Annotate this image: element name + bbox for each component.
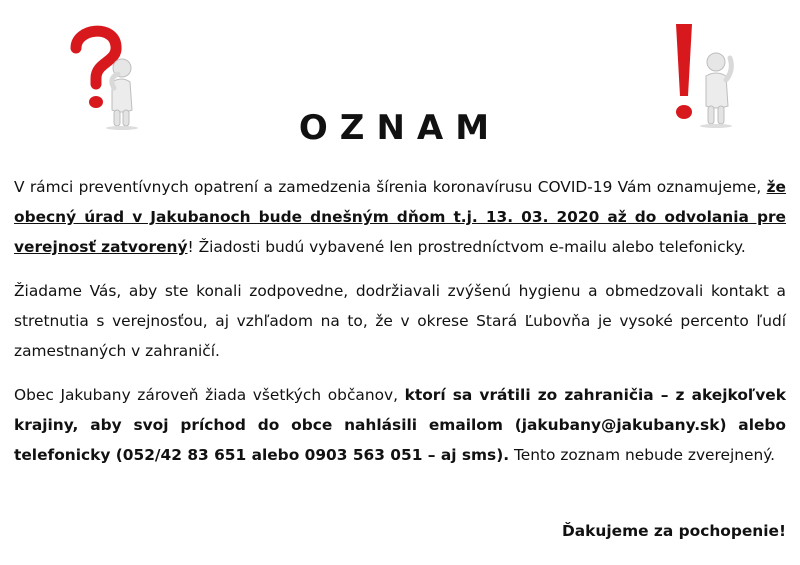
paragraph-hygiene: Žiadame Vás, aby ste konali zodpovedne, dodržiavali zvýšenú hygienu a obmedzovali kontakt a stretnutia s verejnosťou, aj vzhľadom na to, že v okrese Stará Ľubovňa je vysoké percento ľudí zamestnaných v zahraničí. [14, 282, 786, 360]
paragraph-closure-emphasis: že obecný úrad v Jakubanoch bude dnešným dňom t.j. 13. 03. 2020 až do odvolania pre verejnosť zatvorený [14, 178, 786, 256]
notice-body [14, 172, 786, 484]
paragraph-report-tail: Tento zoznam nebude zverejnený. [509, 446, 776, 464]
paragraph-report-lead: Obec Jakubany zároveň žiada všetkých občanov, [14, 386, 405, 404]
notice-title: OZNAM [298, 108, 502, 148]
paragraph-report-emphasis: ktorí sa vrátili zo zahraničia – z akejkoľvek krajiny, aby svoj príchod do obce nahlásili emailom (jakubany@jakubany.sk) alebo telefonicky (052/42 83 651 alebo 0903 563 051 – aj sms). [14, 386, 786, 464]
paragraph-closure-tail: ! Žiadosti budú vybavené len prostredníctvom e-mailu alebo telefonicky. [187, 238, 746, 256]
closing-thanks: Ďakujeme za pochopenie! [562, 522, 786, 540]
paragraph-closure [14, 172, 786, 262]
paragraph-report-arrival [14, 380, 786, 470]
paragraph-closure-lead: V rámci preventívnych opatrení a zamedzenia šírenia koronavírusu COVID-19 Vám oznamujeme, [14, 178, 767, 196]
